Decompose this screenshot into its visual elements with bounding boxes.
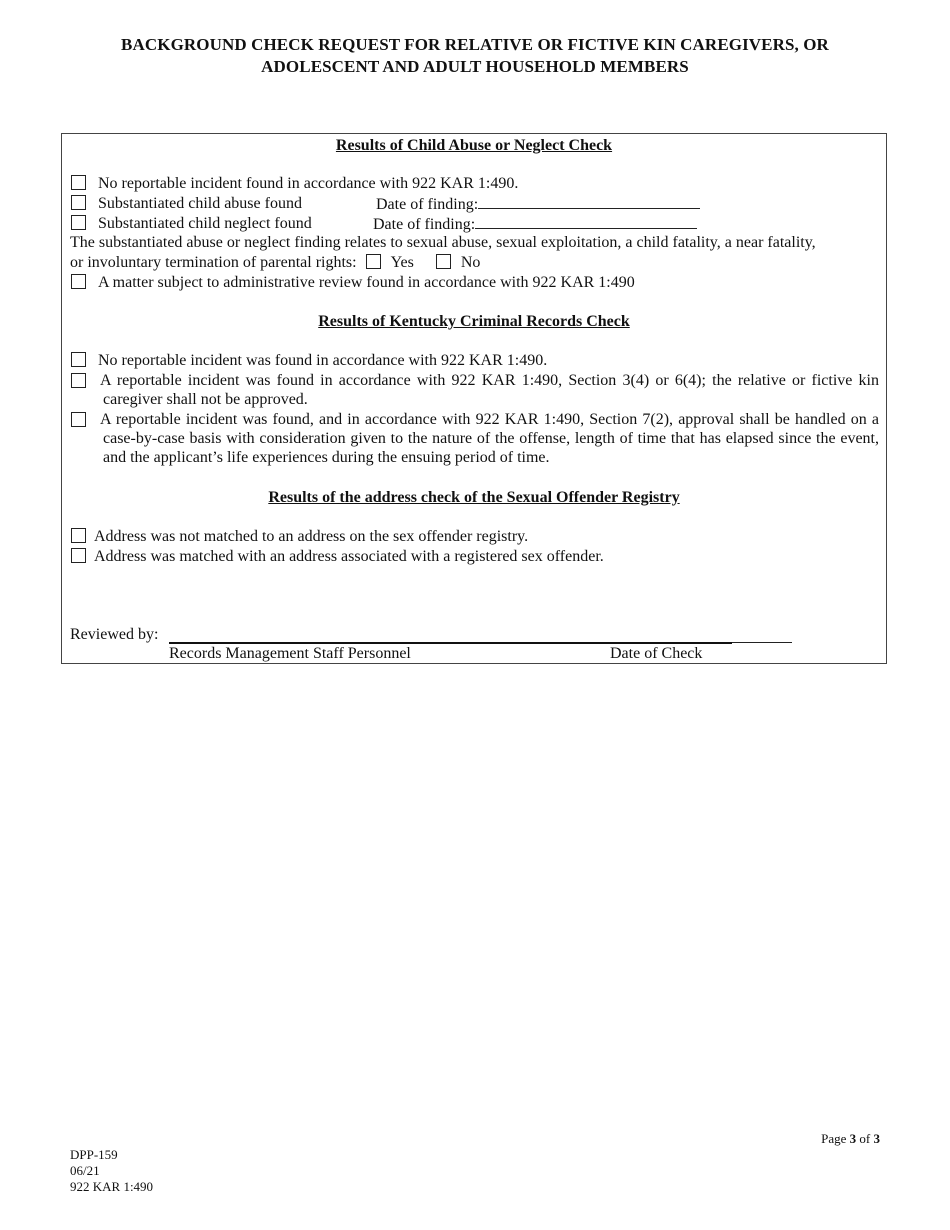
relates-yes-checkbox[interactable] bbox=[366, 254, 381, 269]
page-total: 3 bbox=[873, 1131, 880, 1146]
abuse-found-checkbox[interactable] bbox=[71, 195, 86, 210]
criminal-no-incident-checkbox[interactable] bbox=[71, 352, 86, 367]
criminal-no-incident-label: No reportable incident was found in accordance with 922 KAR 1:490. bbox=[98, 352, 548, 369]
reviewer-signature-line[interactable] bbox=[169, 628, 732, 644]
criminal-section-heading: Results of Kentucky Criminal Records Check bbox=[318, 313, 630, 330]
registry-matched-row bbox=[71, 547, 604, 566]
neglect-found-checkbox[interactable] bbox=[71, 215, 86, 230]
neglect-date-label: Date of finding: bbox=[373, 216, 476, 233]
form-id: DPP-159 bbox=[70, 1147, 118, 1162]
criminal-case-by-case-label: A reportable incident was found, and in accordance with 922 KAR 1:490, Section 7(2), approval shall be handled on a case-by-case basis with consideration given to the nature of the offense, length of time that has elapsed since the event, and the applicant’s life experiences during the ensuing period of time. bbox=[100, 411, 879, 466]
criminal-case-by-case-checkbox[interactable] bbox=[71, 412, 86, 427]
relates-yes-label: Yes bbox=[390, 254, 414, 271]
registry-not-matched-row bbox=[71, 527, 528, 546]
relates-text-row bbox=[70, 253, 480, 272]
abuse-date-field bbox=[376, 194, 700, 214]
relates-no-label: No bbox=[460, 254, 481, 271]
admin-review-row bbox=[71, 273, 635, 292]
criminal-not-approved-checkbox[interactable] bbox=[71, 373, 86, 388]
title-line-1: BACKGROUND CHECK REQUEST FOR RELATIVE OR FICTIVE KIN CAREGIVERS, OR bbox=[121, 35, 829, 54]
abuse-no-incident-label: No reportable incident found in accordance with 922 KAR 1:490. bbox=[98, 175, 519, 192]
page-number bbox=[821, 1131, 880, 1147]
reviewed-by-label: Reviewed by: bbox=[70, 626, 159, 643]
abuse-section-heading: Results of Child Abuse or Neglect Check bbox=[335, 137, 613, 154]
page-title bbox=[60, 34, 890, 78]
abuse-date-line[interactable] bbox=[478, 194, 700, 209]
relates-text-line-2: or involuntary termination of parental rights: bbox=[70, 254, 357, 271]
registry-not-matched-label: Address was not matched to an address on the sex offender registry. bbox=[94, 528, 529, 545]
title-line-2: ADOLESCENT AND ADULT HOUSEHOLD MEMBERS bbox=[261, 57, 689, 76]
abuse-found-row bbox=[71, 194, 302, 213]
registry-not-matched-checkbox[interactable] bbox=[71, 528, 86, 543]
admin-review-label: A matter subject to administrative review found in accordance with 922 KAR 1:490 bbox=[98, 274, 635, 291]
neglect-found-label: Substantiated child neglect found bbox=[98, 215, 312, 232]
abuse-no-incident-row bbox=[71, 174, 518, 193]
relates-text-line-1: The substantiated abuse or neglect finding relates to sexual abuse, sexual exploitation, a child fatality, a near fatality, bbox=[70, 234, 816, 251]
registry-matched-label: Address was matched with an address associated with a registered sex offender. bbox=[94, 548, 604, 565]
form-info bbox=[70, 1147, 153, 1195]
registry-matched-checkbox[interactable] bbox=[71, 548, 86, 563]
staff-caption: Records Management Staff Personnel bbox=[169, 645, 411, 662]
date-of-check-line[interactable] bbox=[732, 628, 792, 643]
relates-no-checkbox[interactable] bbox=[436, 254, 451, 269]
form-date: 06/21 bbox=[70, 1163, 100, 1178]
page-of: of bbox=[859, 1131, 871, 1146]
form-regulation: 922 KAR 1:490 bbox=[70, 1179, 154, 1194]
date-caption: Date of Check bbox=[610, 645, 703, 662]
neglect-date-field bbox=[373, 214, 697, 234]
abuse-no-incident-checkbox[interactable] bbox=[71, 175, 86, 190]
abuse-found-label: Substantiated child abuse found bbox=[98, 195, 302, 212]
criminal-not-approved-row bbox=[71, 371, 879, 409]
abuse-date-label: Date of finding: bbox=[376, 196, 479, 213]
page-current: 3 bbox=[849, 1131, 857, 1146]
admin-review-checkbox[interactable] bbox=[71, 274, 86, 289]
results-box bbox=[61, 133, 887, 664]
neglect-found-row bbox=[71, 214, 312, 233]
criminal-not-approved-label: A reportable incident was found in accordance with 922 KAR 1:490, Section 3(4) or 6(4); the relative or fictive kin caregiver shall not be approved. bbox=[100, 372, 879, 408]
neglect-date-line[interactable] bbox=[475, 214, 697, 229]
criminal-case-by-case-row bbox=[71, 410, 879, 467]
page-prefix: Page bbox=[821, 1131, 847, 1146]
reviewed-by-row bbox=[70, 625, 158, 644]
criminal-no-incident-row bbox=[71, 351, 547, 370]
registry-section-heading: Results of the address check of the Sexual Offender Registry bbox=[268, 489, 680, 506]
